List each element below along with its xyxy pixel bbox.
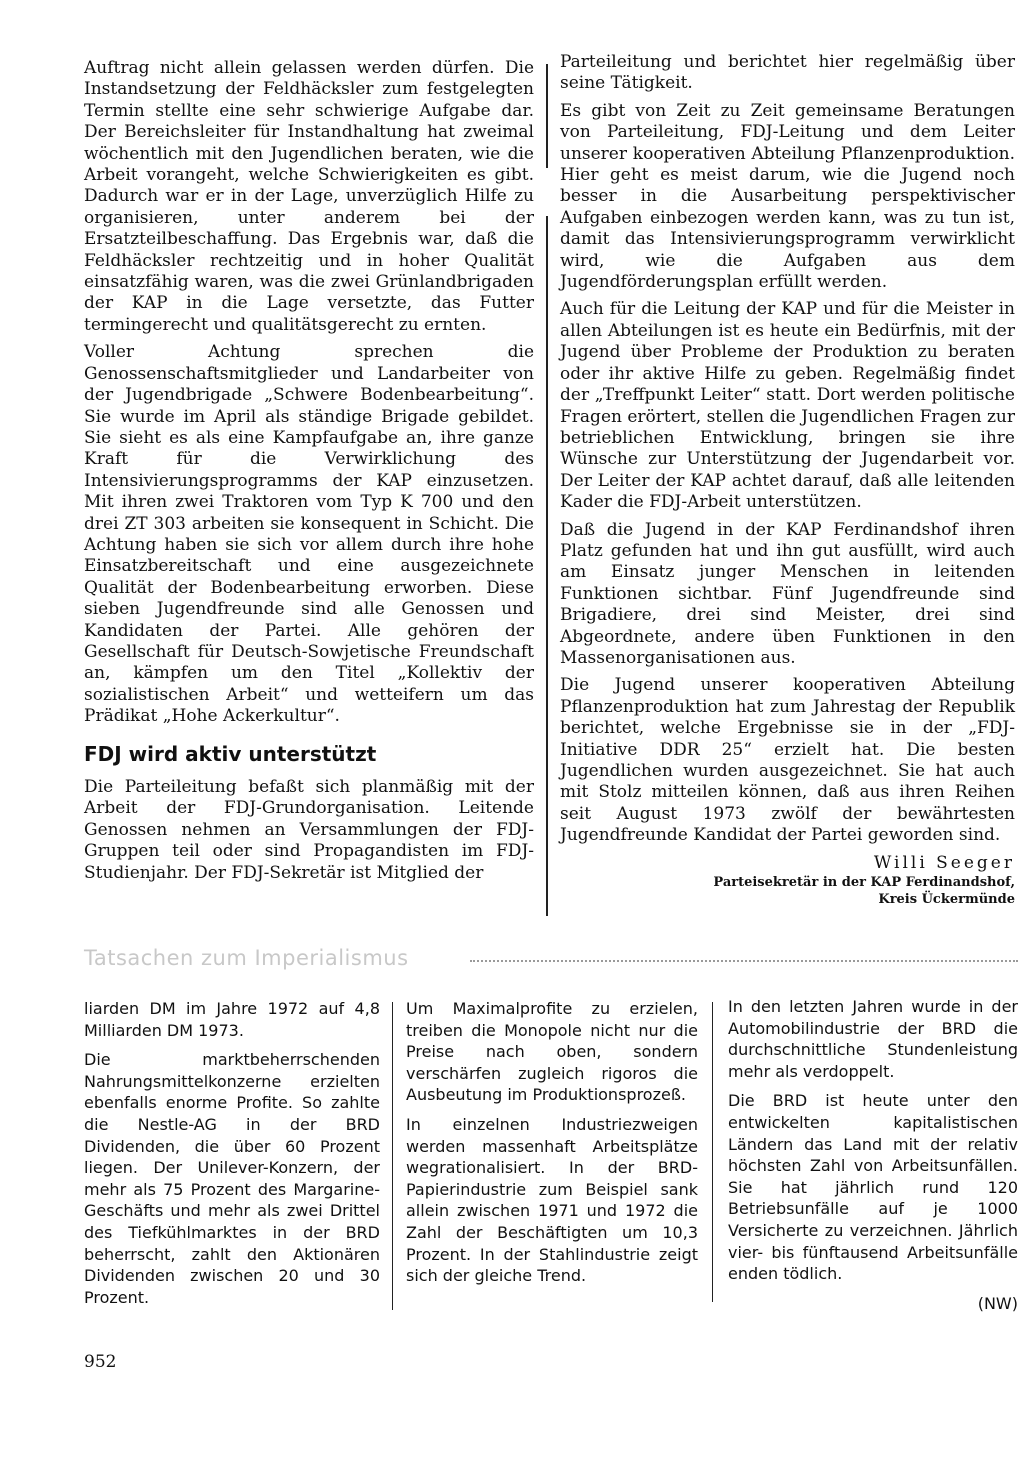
paragraph: Die marktbeherrschenden Nahrungsmittelkonzerne erzielten ebenfalls enorme Profite. So zahlte die Nestle-AG in der BRD Dividenden, die über 60 Prozent liegen. Der Unilever-Konzern, der mehr als 75 Prozent des Margarine-Geschäfts und mehr als zwei Drittel des Tiefkühlmarktes in der BRD beherrscht, zahlt den Aktionären Dividenden zwischen 20 und 30 Prozent. [84, 1050, 380, 1307]
paragraph: Um Maximalprofite zu erzielen, treiben die Monopole nicht nur die Preise nach oben, sondern verschärfen zugleich rigoros die Ausbeutung im Produktionsprozeß. [406, 999, 698, 1105]
facts-column-2 [406, 998, 698, 1295]
paragraph: Die BRD ist heute unter den entwickelten kapitalistischen Ländern das Land mit der relativ höchsten Zahl von Arbeitsunfällen. Sie hat jährlich rund 120 Betriebsunfälle auf je 1000 Versicherte zu verzeichnen. Jährlich vier- bis fünftausend Arbeitsunfälle enden tödlich. [728, 1091, 1018, 1284]
page-number: 952 [84, 1352, 117, 1372]
facts-column-1 [84, 998, 380, 1316]
paragraph: Die Parteileitung befaßt sich planmäßig mit der Arbeit der FDJ-Grundorganisation. Leitende Genossen nehmen an Versammlungen der FDJ-Gruppen teil oder sind Propagandisten im FDJ-Studienjahr. Der FDJ-Sekretär ist Mitglied der [84, 777, 534, 883]
column-divider [546, 64, 548, 168]
paragraph: In den letzten Jahren wurde in der Automobilindustrie der BRD die durchschnittliche Stundenleistung mehr als verdoppelt. [728, 997, 1018, 1081]
article-column-left [84, 58, 534, 890]
section-heading: FDJ wird aktiv unterstützt [84, 741, 377, 766]
section-rule [470, 960, 1018, 962]
author-name: Willi Seeger [873, 852, 1015, 873]
author-location: Kreis Ückermünde [878, 892, 1015, 908]
facts-column-3 [728, 996, 1018, 1314]
column-divider [712, 1002, 713, 1302]
paragraph: Daß die Jugend in der KAP Ferdinandshof ihren Platz gefunden hat und ihn gut ausfüllt, wird auch am Einsatz junger Menschen in leitenden Funktionen sichtbar. Fünf Jugendfreunde sind Brigadiere, drei sind Meister, drei sind Abgeordnete, andere üben Funktionen in den Massenorganisationen aus. [560, 519, 1015, 668]
paragraph: In einzelnen Industriezweigen werden massenhaft Arbeitsplätze wegrationalisiert. In der BRD-Papierindustrie zum Beispiel sank allein zwischen 1971 und 1972 die Zahl der Beschäftigten um 10,3 Prozent. In der Stahlindustrie zeigt sich der gleiche Trend. [406, 1114, 698, 1286]
paragraph: Parteileitung und berichtet hier regelmäßig über seine Tätigkeit. [560, 52, 1015, 94]
column-divider [392, 1002, 393, 1310]
paragraph: Auftrag nicht allein gelassen werden dürfen. Die Instandsetzung der Feldhäcksler zum festgelegten Termin stellte eine sehr schwierige Aufgabe dar. Der Bereichsleiter für Instandhaltung hat zweimal wöchentlich mit den Jugendlichen beraten, wie die Arbeit vorangeht, welche Schwierigkeiten es gibt. Dadurch war er in der Lage, unverzüglich Hilfe zu organisieren, unter anderem bei der Ersatzteilbeschaffung. Das Ergebnis war, daß die Feldhäcksler rechtzeitig und in hoher Qualität einsatzfähig waren, was die zwei Grünlandbrigaden der KAP in die Lage versetzte, das Futter termingerecht und qualitätsgerecht zu ernten. [84, 58, 534, 335]
paragraph: Voller Achtung sprechen die Genossenschaftsmitglieder und Landarbeiter von der Jugendbrigade „Schwere Bodenbearbeitung“. Sie wurde im April als ständige Brigade gebildet. Sie sieht es als eine Kampfaufgabe an, ihre ganze Kraft für die Verwirklichung des Intensivierungsprogramms der KAP einzusetzen. Mit ihren zwei Traktoren vom Typ K 700 und den drei ZT 303 arbeiten sie konsequent in Schicht. Die Achtung haben sie sich vor allem durch ihre hohe Einsatzbereitschaft und eine ausgezeichnete Qualität der Bodenbearbeitung erworben. Diese sieben Jugendfreunde sind alle Genossen und Kandidaten der Partei. Alle gehören der Gesellschaft für Deutsch-Sowjetische Freundschaft an, kämpfen um den Titel „Kollektiv der sozialistischen Arbeit“ und wetteifern um das Prädikat „Hohe Ackerkultur“. [84, 342, 534, 727]
paragraph: Auch für die Leitung der KAP und für die Meister in allen Abteilungen ist es heute ein Bedürfnis, mit der Jugend über Probleme der Produktion zu beraten oder ihr aktive Hilfe zu geben. Regelmäßig findet der „Treffpunkt Leiter“ statt. Dort werden politische Fragen erörtert, stellen die Jugendlichen Fragen zur betrieblichen Entwicklung, bringen sie ihre Wünsche zur Unterstützung der Jugendarbeit vor. Der Leiter der KAP achtet darauf, daß alle leitenden Kader die FDJ-Arbeit unterstützen. [560, 299, 1015, 513]
article-column-right [560, 52, 1015, 908]
column-divider [546, 216, 548, 916]
paragraph: Die Jugend unserer kooperativen Abteilung Pflanzenproduktion hat zum Jahrestag der Republik berichtet, welche Ergebnisse sie in der „FDJ-Initiative DDR 25“ erzielt hat. Die besten Jugendlichen wurden ausgezeichnet. Sie hat auch mit Stolz mitteilen können, daß aus ihren Reihen seit August 1973 zwölf der bewährtesten Jugendfreunde Kandidat der Partei geworden sind. [560, 675, 1015, 846]
source-code: (NW) [977, 1293, 1018, 1313]
author-title: Parteisekretär in der KAP Ferdinandshof, [713, 875, 1015, 891]
paragraph: Es gibt von Zeit zu Zeit gemeinsame Beratungen von Parteileitung, FDJ-Leitung und dem Leiter unserer kooperativen Abteilung Pflanzenproduktion. Hier geht es meist darum, wie die Jugend noch besser in die Ausarbeitung perspektivischer Aufgaben einbezogen werden kann, was zu tun ist, damit das Intensivierungsprogramm verwirklicht wird, wie die Aufgaben aus dem Jugendförderungsplan erfüllt werden. [560, 100, 1015, 293]
facts-section-title: Tatsachen zum Imperialismus [84, 946, 409, 970]
paragraph: liarden DM im Jahre 1972 auf 4,8 Milliarden DM 1973. [84, 999, 380, 1040]
